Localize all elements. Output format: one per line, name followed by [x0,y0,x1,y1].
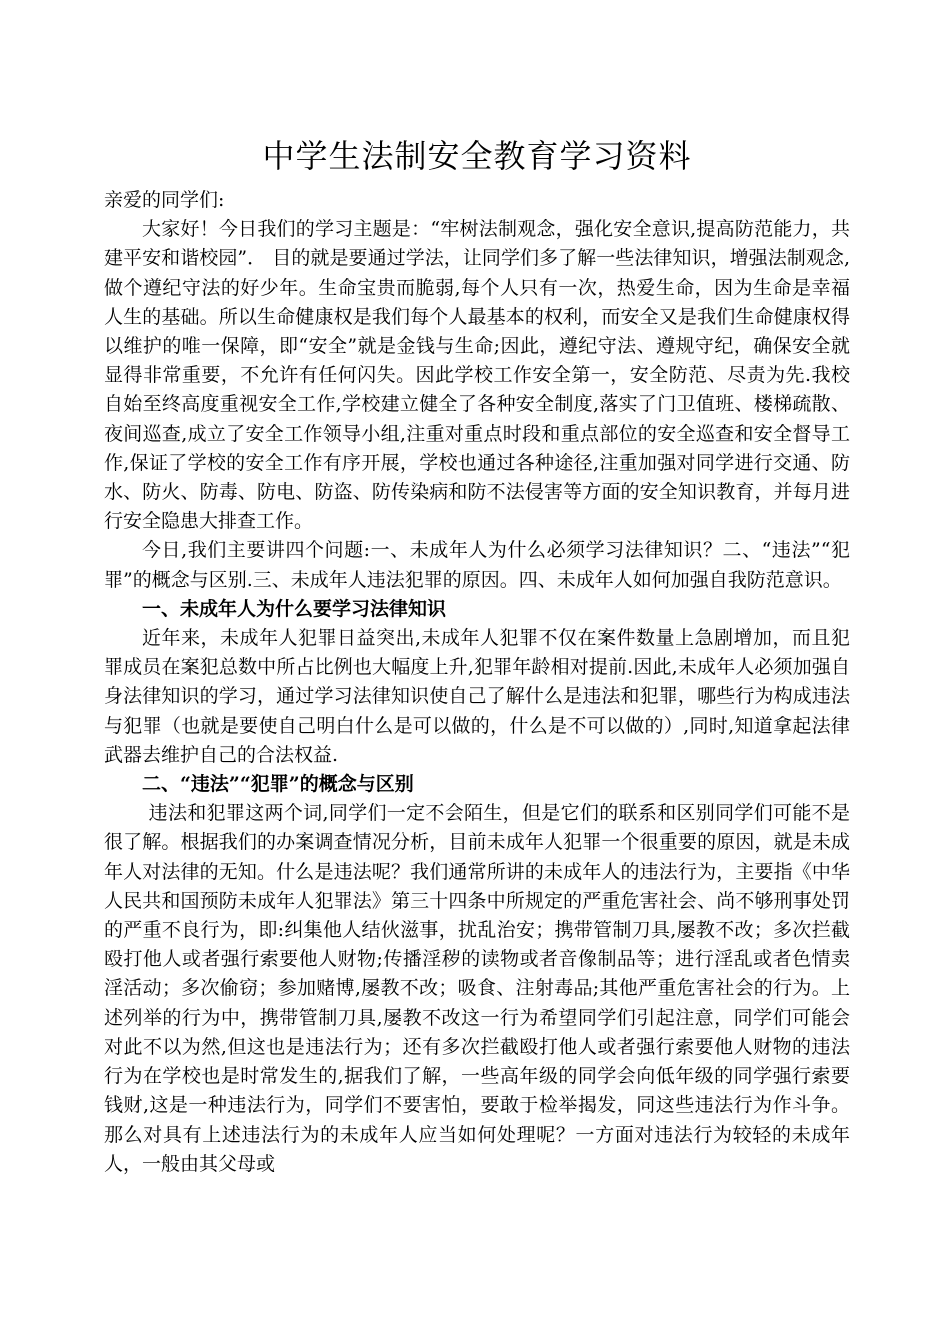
greeting: 亲爱的同学们: [104,189,225,211]
intro-paragraph: 大家好！今日我们的学习主题是：“牢树法制观念，强化安全意识,提高防范能力，共建平安和谐校园”． 目的就是要通过学法，让同学们多了解一些法律知识，增强法制观念,做个遵纪守法的好少年。生命宝贵而脆弱,每个人只有一次，热爱生命，因为生命是幸福人生的基础。所以生命健康权是我们每个人最基本的权利，而安全又是我们生命健康权得以维护的唯一保障，即“安全”就是金钱与生命;因此，遵纪守法、遵规守纪，确保安全就显得非常重要，不允许有任何闪失。因此学校工作安全第一，安全防范、尽责为先.我校自始至终高度重视安全工作,学校建立健全了各种安全制度,落实了门卫值班、楼梯疏散、夜间巡查,成立了安全工作领导小组,注重对重点时段和重点部位的安全巡查和安全督导工作,保证了学校的安全工作有序开展，学校也通过各种途径,注重加强对同学进行交通、防水、防火、防毒、防电、防盗、防传染病和防不法侵害等方面的安全知识教育，并每月进行安全隐患大排查工作。 [104,218,850,533]
section-2-paragraph: 违法和犯罪这两个词,同学们一定不会陌生，但是它们的联系和区别同学们可能不是很了解。根据我们的办案调查情况分析，目前未成年人犯罪一个很重要的原因，就是未成年人对法律的无知。什么是违法呢？我们通常所讲的未成年人的违法行为，主要指《中华人民共和国预防未成年人犯罪法》第三十四条中所规定的严重危害社会、尚不够刑事处罚的严重不良行为，即:纠集他人结伙滋事，扰乱治安；携带管制刀具,屡教不改；多次拦截殴打他人或者强行索要他人财物;传播淫秽的读物或者音像制品等；进行淫乱或者色情卖淫活动；多次偷窃；参加赌博,屡教不改；吸食、注射毒品;其他严重危害社会的行为。上述列举的行为中，携带管制刀具,屡教不改这一行为希望同学们引起注意，同学们可能会对此不以为然,但这也是违法行为；还有多次拦截殴打他人或者强行索要他人财物的违法行为在学校也是时常发生的,据我们了解，一些高年级的同学会向低年级的同学强行索要钱财,这是一种违法行为，同学们不要害怕，要敢于检举揭发，同这些违法行为作斗争。那么对具有上述违法行为的未成年人应当如何处理呢？一方面对违法行为较轻的未成年人，一般由其父母或 [104,802,850,1175]
document-page [104,112,850,1179]
topics-paragraph: 今日,我们主要讲四个问题:一、未成年人为什么必须学习法律知识？二、“违法”“犯罪”的概念与区别.三、未成年人违法犯罪的原因。四、未成年人如何加强自我防范意识。 [104,539,850,591]
section-heading-1: 一、未成年人为什么要学习法律知识 [142,597,447,620]
section-1-paragraph: 近年来，未成年人犯罪日益突出,未成年人犯罪不仅在案件数量上急剧增加，而且犯罪成员在案犯总数中所占比例也大幅度上升,犯罪年龄相对提前.因此,未成年人必须加强自身法律知识的学习，通过学习法律知识使自己了解什么是违法和犯罪，哪些行为构成违法与犯罪（也就是要使自己明白什么是可以做的，什么是不可以做的）,同时,知道拿起法律武器去维护自己的合法权益. [104,627,850,766]
document-title: 中学生法制安全教育学习资料 [262,137,692,175]
section-heading-2: 二、“违法”“犯罪”的概念与区别 [142,773,414,796]
